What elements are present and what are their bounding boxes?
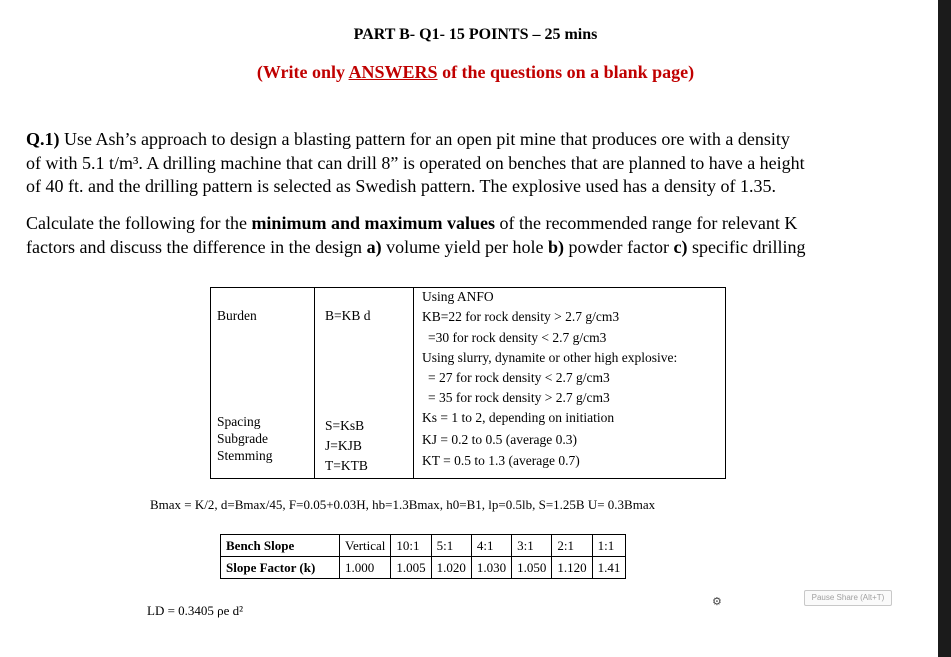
gear-icon[interactable]: ⚙ bbox=[712, 596, 722, 608]
calc-line-1 bbox=[26, 212, 906, 236]
question-paragraph bbox=[26, 128, 906, 199]
question-line-1 bbox=[26, 128, 906, 152]
factor-cell: 1.000 bbox=[340, 557, 391, 579]
note-kj: KJ = 0.2 to 0.5 (average 0.3) bbox=[422, 432, 577, 447]
burden-label: Burden bbox=[217, 308, 257, 323]
spacing-label: Spacing bbox=[217, 414, 261, 429]
bench-slope-table bbox=[220, 534, 626, 579]
question-line-2: of with 5.1 t/m³. A drilling machine that can drill 8” is operated on benches that are planned to have a height bbox=[26, 152, 805, 173]
window-edge bbox=[938, 0, 951, 657]
k-factor-table bbox=[210, 287, 726, 479]
k-table-parameter-column bbox=[211, 288, 315, 478]
slope-cell: 10:1 bbox=[391, 535, 431, 557]
stemming-label: Stemming bbox=[217, 448, 273, 463]
factor-cell: 1.050 bbox=[512, 557, 552, 579]
slope-cell: 1:1 bbox=[592, 535, 626, 557]
k-table-notes-column bbox=[414, 288, 725, 478]
note-kb-35: = 35 for rock density > 2.7 g/cm3 bbox=[428, 390, 610, 405]
part-b-label: b) bbox=[548, 236, 565, 257]
factor-cell: 1.005 bbox=[391, 557, 431, 579]
note-slurry: Using slurry, dynamite or other high explosive: bbox=[422, 350, 678, 365]
factor-cell: 1.120 bbox=[552, 557, 592, 579]
slope-cell: 3:1 bbox=[512, 535, 552, 557]
note-using-anfo: Using ANFO bbox=[422, 289, 494, 304]
factor-cell: 1.020 bbox=[431, 557, 471, 579]
pause-share-button[interactable]: Pause Share (Alt+T) bbox=[804, 590, 892, 606]
subgrade-label: Subgrade bbox=[217, 431, 268, 446]
note-kb-30: =30 for rock density < 2.7 g/cm3 bbox=[428, 330, 607, 345]
factor-cell: 1.030 bbox=[471, 557, 511, 579]
part-b-text: powder factor bbox=[564, 236, 674, 257]
k-table-formula-column bbox=[315, 288, 414, 478]
calc-mid: of the recommended range for relevant K bbox=[494, 213, 798, 233]
instruction-post: of the questions on a blank page) bbox=[437, 62, 695, 82]
ld-formula: LD = 0.3405 ρe d² bbox=[147, 603, 244, 618]
bench-slope-row bbox=[221, 535, 626, 557]
note-ks: Ks = 1 to 2, depending on initiation bbox=[422, 410, 615, 425]
design-formulas: Bmax = K/2, d=Bmax/45, F=0.05+0.03H, hb=1.3Bmax, h0=B1, lp=0.5lb, S=1.25B U= 0.3Bmax bbox=[150, 497, 656, 512]
instruction-pre: (Write only bbox=[256, 62, 349, 82]
part-title: PART B- Q1- 15 POINTS – 25 mins bbox=[353, 26, 598, 43]
spacing-formula: S=KsB bbox=[325, 418, 365, 433]
question-line-3: of 40 ft. and the drilling pattern is selected as Swedish pattern. The explosive used has a density of 1.35. bbox=[26, 176, 776, 196]
slope-factor-row bbox=[221, 557, 626, 579]
subgrade-formula: J=KJB bbox=[325, 438, 362, 453]
calc-pre: Calculate the following for the bbox=[26, 213, 252, 233]
slope-cell: 4:1 bbox=[471, 535, 511, 557]
slope-factor-label: Slope Factor (k) bbox=[221, 557, 340, 579]
burden-formula: B=KB d bbox=[325, 308, 371, 323]
part-c-text: specific drilling bbox=[687, 236, 806, 257]
question-label: Q.1) bbox=[26, 129, 60, 149]
calculate-paragraph bbox=[26, 212, 906, 259]
note-kt: KT = 0.5 to 1.3 (average 0.7) bbox=[422, 453, 580, 468]
calc-line-2 bbox=[26, 236, 906, 260]
part-a-label: a) bbox=[366, 236, 382, 257]
instruction-line bbox=[0, 62, 951, 83]
question-text-1: Use Ash’s approach to design a blasting pattern for an open pit mine that produces ore with a density bbox=[64, 129, 790, 149]
part-c-label: c) bbox=[673, 236, 688, 257]
calc2-pre: factors and discuss the difference in the design bbox=[26, 236, 367, 257]
note-kb-22: KB=22 for rock density > 2.7 g/cm3 bbox=[422, 309, 620, 324]
slope-cell: 5:1 bbox=[431, 535, 471, 557]
part-a-text: volume yield per hole bbox=[381, 236, 549, 257]
instruction-answers: ANSWERS bbox=[348, 62, 438, 82]
slope-cell: 2:1 bbox=[552, 535, 592, 557]
calc-bold: minimum and maximum values bbox=[251, 213, 495, 233]
bench-slope-label: Bench Slope bbox=[221, 535, 340, 557]
slope-cell: Vertical bbox=[340, 535, 391, 557]
factor-cell: 1.41 bbox=[592, 557, 626, 579]
stemming-formula: T=KTB bbox=[325, 458, 368, 473]
note-kb-27: = 27 for rock density < 2.7 g/cm3 bbox=[428, 370, 610, 385]
